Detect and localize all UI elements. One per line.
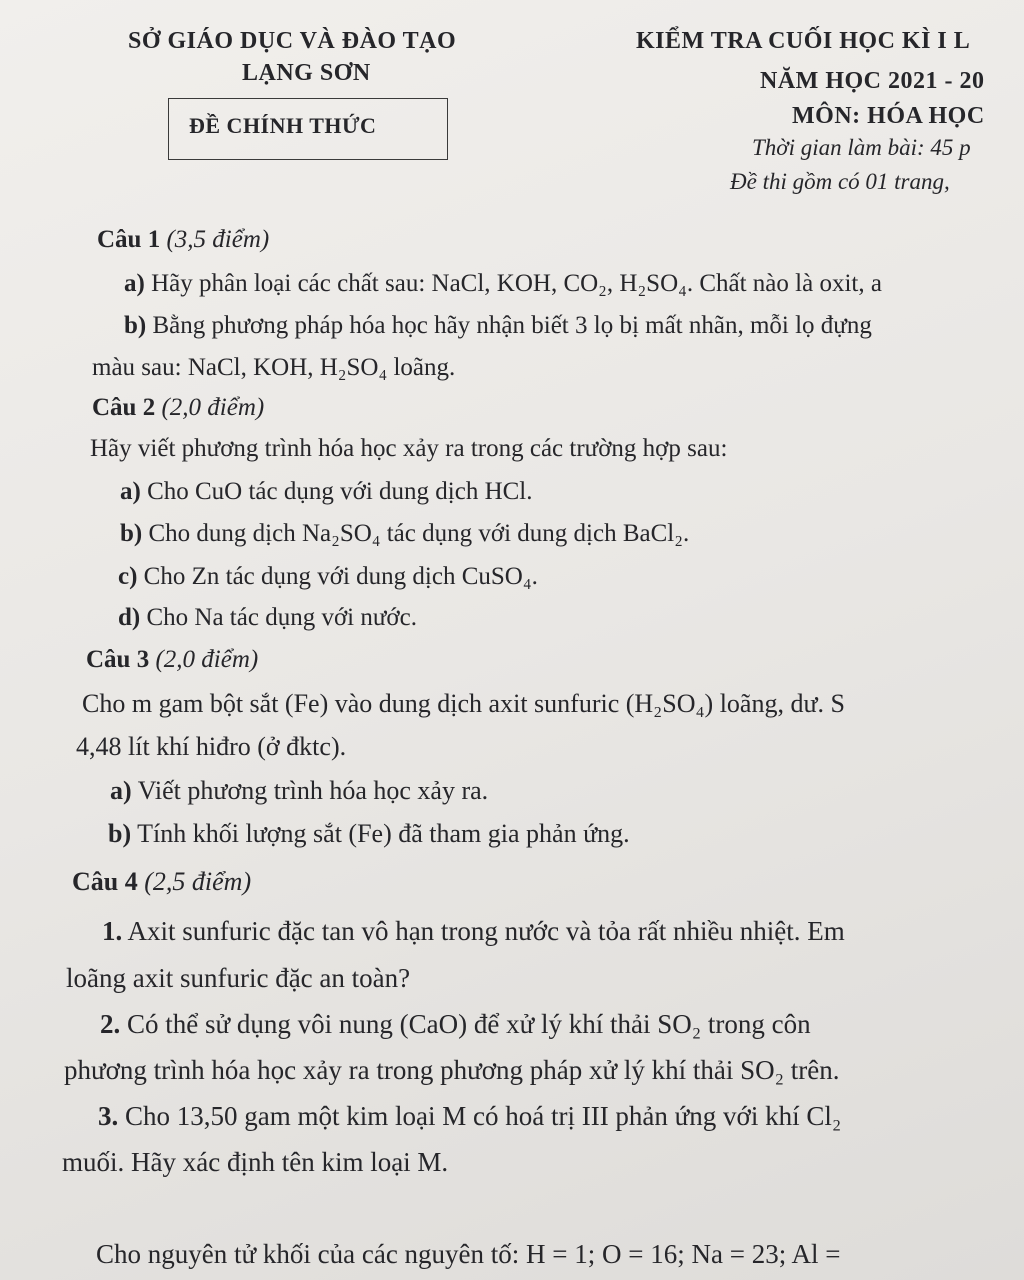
school-year: NĂM HỌC 2021 - 20: [760, 68, 985, 94]
page-count: Đề thi gồm có 01 trang,: [730, 169, 950, 194]
subject: MÔN: HÓA HỌC: [792, 103, 985, 129]
q2-intro: Hãy viết phương trình hóa học xảy ra trong các trường hợp sau:: [90, 435, 728, 462]
q2-part-d: d) Cho Na tác dụng với nước.: [118, 604, 417, 631]
q4-item-1-continued: loãng axit sunfuric đặc an toàn?: [66, 963, 411, 993]
q2-part-b: b) Cho dung dịch Na₂SO₄ tác dụng với dung dịch BaCl₂.: [120, 520, 690, 547]
q4-item-2: 2. Có thể sử dụng vôi nung (CaO) để xử lý khí thải SO₂ trong côn: [100, 1009, 811, 1039]
q3-heading: Câu 3 (2,0 điểm): [86, 646, 259, 673]
q4-item-1: 1. Axit sunfuric đặc tan vô hạn trong nước và tỏa rất nhiều nhiệt. Em: [102, 916, 845, 946]
q4-heading: Câu 4 (2,5 điểm): [72, 867, 252, 896]
q4-item-2-continued: phương trình hóa học xảy ra trong phương pháp xử lý khí thải SO₂ trên.: [64, 1055, 840, 1085]
q3-intro: Cho m gam bột sắt (Fe) vào dung dịch axit sunfuric (H₂SO₄) loãng, dư. S: [82, 689, 846, 718]
department-location: LẠNG SƠN: [242, 60, 371, 86]
q4-item-3-continued: muối. Hãy xác định tên kim loại M.: [62, 1147, 449, 1177]
exam-title: KIỂM TRA CUỐI HỌC KÌ I L: [636, 28, 971, 54]
q2-heading: Câu 2 (2,0 điểm): [92, 394, 265, 421]
official-label: ĐỀ CHÍNH THỨC: [189, 113, 377, 138]
q1-part-b-continued: màu sau: NaCl, KOH, H₂SO₄ loãng.: [92, 354, 456, 381]
q1-part-a: a) Hãy phân loại các chất sau: NaCl, KOH, CO₂, H₂SO₄. Chất nào là oxit, a: [124, 270, 882, 297]
q1-heading: Câu 1 (3,5 điểm): [97, 226, 270, 253]
q2-part-c: c) Cho Zn tác dụng với dung dịch CuSO₄.: [118, 563, 538, 590]
q3-part-a: a) Viết phương trình hóa học xảy ra.: [110, 776, 489, 805]
q3-intro-continued: 4,48 lít khí hiđro (ở đktc).: [76, 732, 347, 761]
exam-time: Thời gian làm bài: 45 p: [752, 135, 971, 160]
atomic-masses-note: Cho nguyên tử khối của các nguyên tố: H = 1; O = 16; Na = 23; Al =: [96, 1239, 841, 1269]
q1-part-b: b) Bằng phương pháp hóa học hãy nhận biết 3 lọ bị mất nhãn, mỗi lọ đựng: [124, 312, 872, 339]
q2-part-a: a) Cho CuO tác dụng với dung dịch HCl.: [120, 478, 533, 505]
department-name: SỞ GIÁO DỤC VÀ ĐÀO TẠO: [128, 28, 457, 54]
q4-item-3: 3. Cho 13,50 gam một kim loại M có hoá trị III phản ứng với khí Cl₂: [98, 1101, 842, 1131]
q3-part-b: b) Tính khối lượng sắt (Fe) đã tham gia phản ứng.: [108, 819, 630, 848]
official-stamp-box: [168, 98, 448, 160]
